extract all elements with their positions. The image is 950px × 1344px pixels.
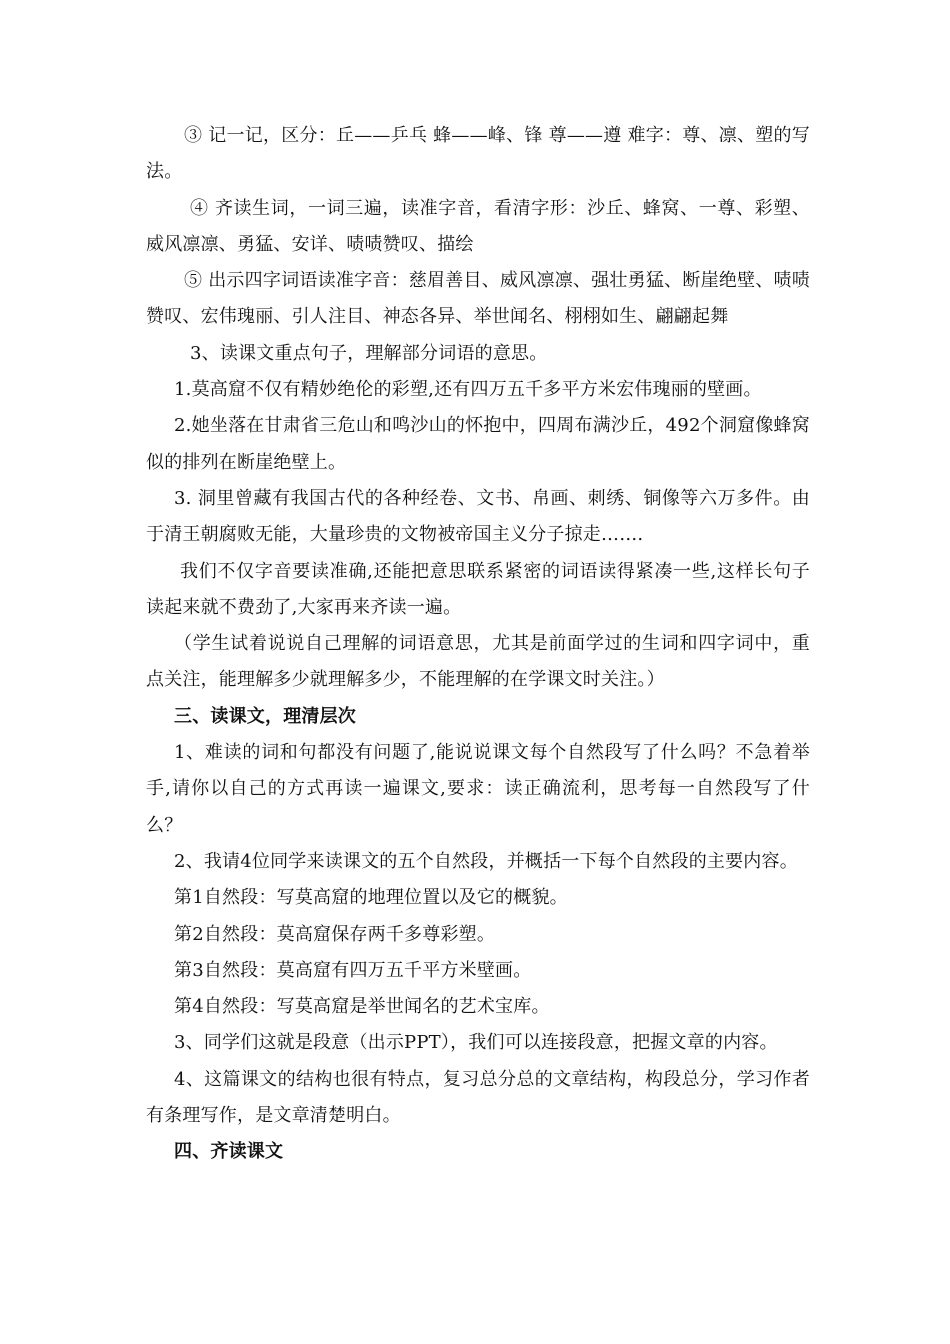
section-heading-4: 四、齐读课文 [174, 1141, 284, 1163]
paragraph-sentence-1: 1.莫高窟不仅有精妙绝伦的彩塑,还有四万五千多平方米宏伟瑰丽的壁画。 [174, 379, 762, 401]
paragraph-sentence-3: 3. 洞里曾藏有我国古代的各种经卷、文书、帛画、刺绣、铜像等六万多件。由于清王朝腐败无能，大量珍贵的文物被帝国主义分子掠走……. [146, 487, 810, 546]
paragraph-step-1: 1、难读的词和句都没有问题了,能说说课文每个自然段写了什么吗？不急着举手,请你以自己的方式再读一遍课文,要求：读正确流利，思考每一自然段写了什么？ [146, 742, 810, 836]
paragraph-section-2-summary: 第2自然段：莫高窟保存两千多尊彩塑。 [174, 923, 496, 945]
paragraph-read-fluently: 我们不仅字音要读准确,还能把意思联系紧密的词语读得紧凑一些,这样长句子读起来就不费劲了,大家再来齐读一遍。 [146, 560, 810, 618]
paragraph-section-4-summary: 第4自然段：写莫高窟是举世闻名的艺术宝库。 [174, 996, 550, 1018]
paragraph-four-character-words: ⑤ 出示四字词语读准字音：慈眉善目、威风凛凛、强壮勇猛、断崖绝壁、啧啧赞叹、宏伟瑰丽、引人注目、神态各异、举世闻名、栩栩如生、翩翩起舞 [146, 270, 810, 328]
paragraph-step-3: 3、同学们这就是段意（出示PPT），我们可以连接段意，把握文章的内容。 [174, 1032, 778, 1054]
section-heading-3: 三、读课文，理清层次 [174, 705, 356, 727]
document-body [146, 118, 810, 1171]
paragraph-distinguish-characters: ③ 记一记，区分：丘——乒乓 蜂——峰、锋 尊——遵 难字：尊、凛、塑的写法。 [146, 125, 810, 183]
paragraph-step-4: 4、这篇课文的结构也很有特点，复习总分总的文章结构，构段总分，学习作者有条理写作，是文章清楚明白。 [146, 1068, 810, 1127]
paragraph-step-2: 2、我请4位同学来读课文的五个自然段，并概括一下每个自然段的主要内容。 [174, 850, 798, 872]
paragraph-sentence-2: 2.她坐落在甘肃省三危山和鸣沙山的怀抱中，四周布满沙丘，492个洞窟像蜂窝似的排列在断崖绝壁上。 [146, 415, 810, 473]
paragraph-read-new-words: ④ 齐读生词，一词三遍，读准字音，看清字形：沙丘、蜂窝、一尊、彩塑、威风凛凛、勇猛、安详、啧啧赞叹、描绘 [146, 197, 810, 255]
paragraph-section-1-summary: 第1自然段：写莫高窟的地理位置以及它的概貌。 [174, 887, 568, 909]
paragraph-section-3-summary: 第3自然段：莫高窟有四万五千平方米壁画。 [174, 959, 532, 981]
paragraph-student-note: （学生试着说说自己理解的词语意思，尤其是前面学过的生词和四字词中，重点关注，能理解多少就理解多少，不能理解的在学课文时关注。） [146, 633, 810, 691]
paragraph-key-sentences-intro: 3、读课文重点句子，理解部分词语的意思。 [190, 342, 548, 364]
